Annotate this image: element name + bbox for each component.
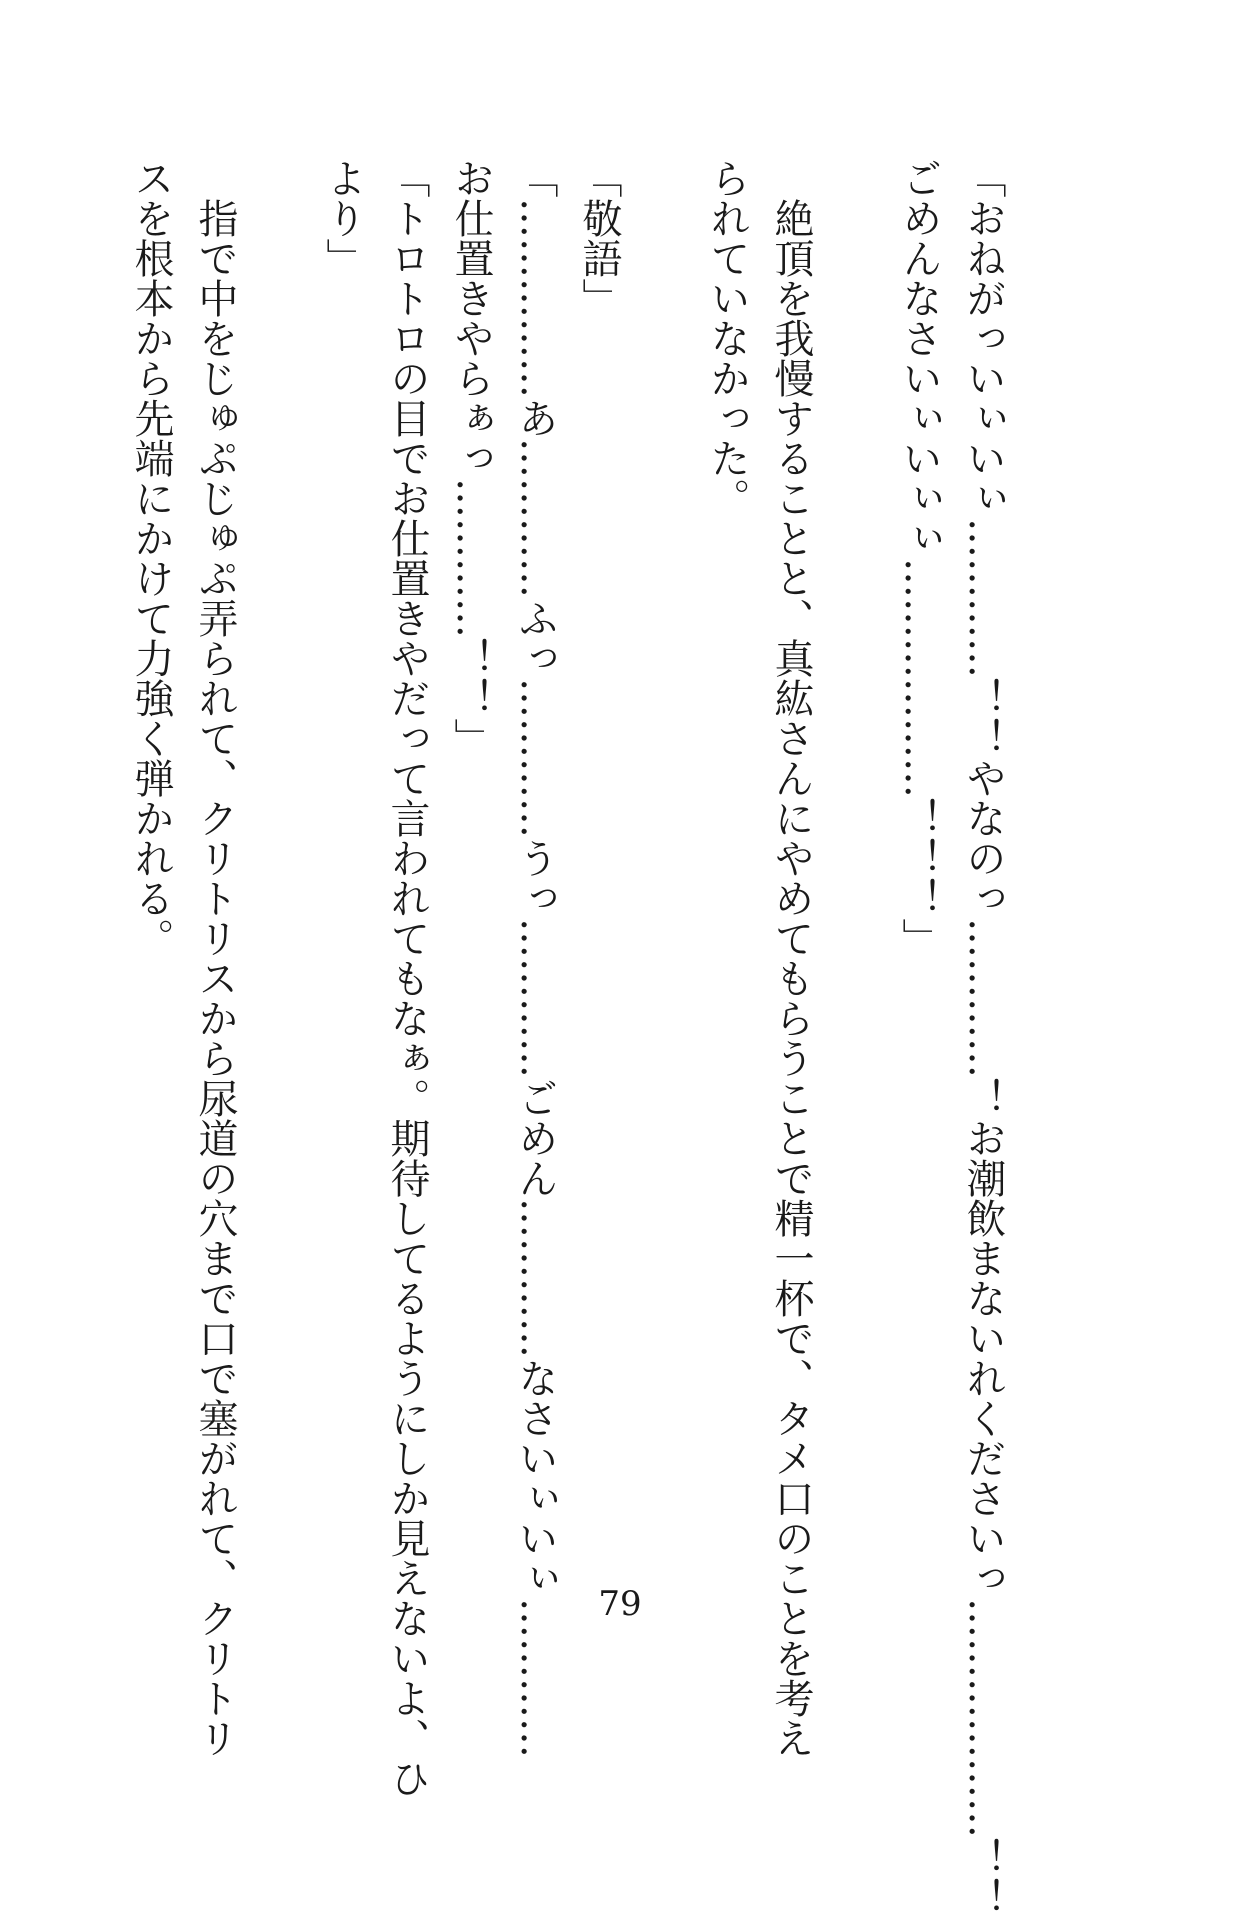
text-line: られていなかった。 (704, 158, 750, 518)
text-line: スを根本から先端にかけて力強く弾かれる。 (128, 158, 174, 958)
page-number: 79 (598, 1584, 642, 1624)
text-line: ごめんなさいぃいぃぃ………………！！！」 (896, 158, 942, 958)
text-line: より」 (320, 158, 366, 278)
text-line: 「トロトロの目でお仕置きやだって言われてもなぁ。期待してるようにしか見えないよ、ひ (384, 158, 430, 1798)
text-line: 絶頂を我慢することと、真紘さんにやめてもらうことで精一杯で、タメ口のことを考え (768, 198, 814, 1758)
text-line: 「おねがっいぃいぃ…………！！やなのっ…………！お潮飲まないれくださいっ………………！！ (960, 158, 1006, 1918)
text-line: お仕置きやらぁっ…………！！」 (448, 158, 494, 758)
text-line: 「……………あ…………ふっ…………うっ…………ごめん…………なさいぃいぃ………… (512, 158, 558, 1758)
text-line: 指で中をじゅぷじゅぷ弄られて、クリトリスから尿道の穴まで口で塞がれて、クリトリ (192, 198, 238, 1758)
text-line: 「敬語」 (576, 158, 622, 318)
